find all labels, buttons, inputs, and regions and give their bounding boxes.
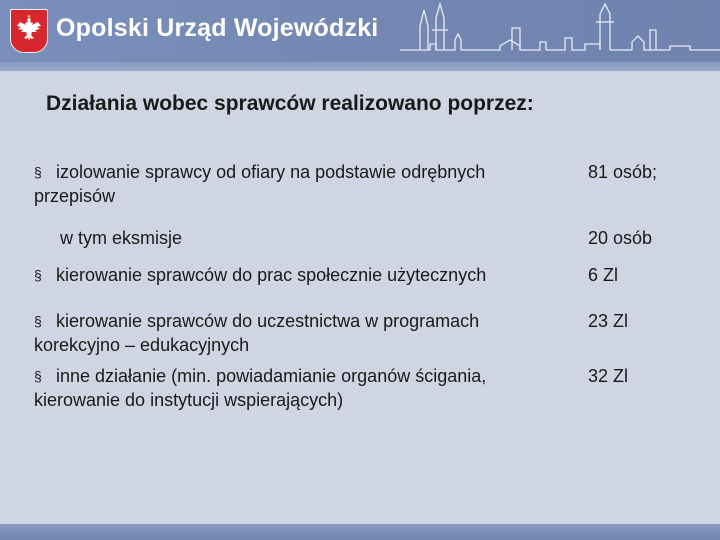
list-item-value: 32 Zl [588, 366, 629, 386]
list-item-text: § kierowanie sprawców do uczestnictwa w programach korekcyjno – edukacyjnych [34, 311, 480, 355]
header-banner [0, 0, 720, 62]
list-item-value: 23 Zl [588, 311, 629, 331]
slide-title: Działania wobec sprawców realizowano poprzez: [46, 92, 534, 115]
list-item-value: 6 Zl [588, 265, 619, 285]
bullet-icon: § [34, 313, 42, 329]
bullet-icon: § [34, 368, 42, 384]
opole-city-skyline-icon [400, 0, 720, 62]
organization-name: Opolski Urząd Wojewódzki [56, 14, 379, 42]
list-item-text: § inne działanie (min. powiadamianie organów ścigania, kierowanie do instytucji wspierających) [34, 366, 487, 410]
list-item-value: 20 osób [588, 228, 653, 248]
list-item-text: § izolowanie sprawcy od ofiary na podstawie odrębnych przepisów [34, 162, 486, 206]
bullet-icon: § [34, 164, 42, 180]
list-item-text: w tym eksmisje [60, 228, 183, 248]
list-item-text: § kierowanie sprawców do prac społecznie użytecznych [34, 265, 487, 285]
footer-bar [0, 524, 720, 540]
header-divider [0, 62, 720, 71]
polish-eagle-emblem-icon [10, 9, 48, 53]
list-item-value: 81 osób; [588, 162, 658, 182]
bullet-icon: § [34, 267, 42, 283]
